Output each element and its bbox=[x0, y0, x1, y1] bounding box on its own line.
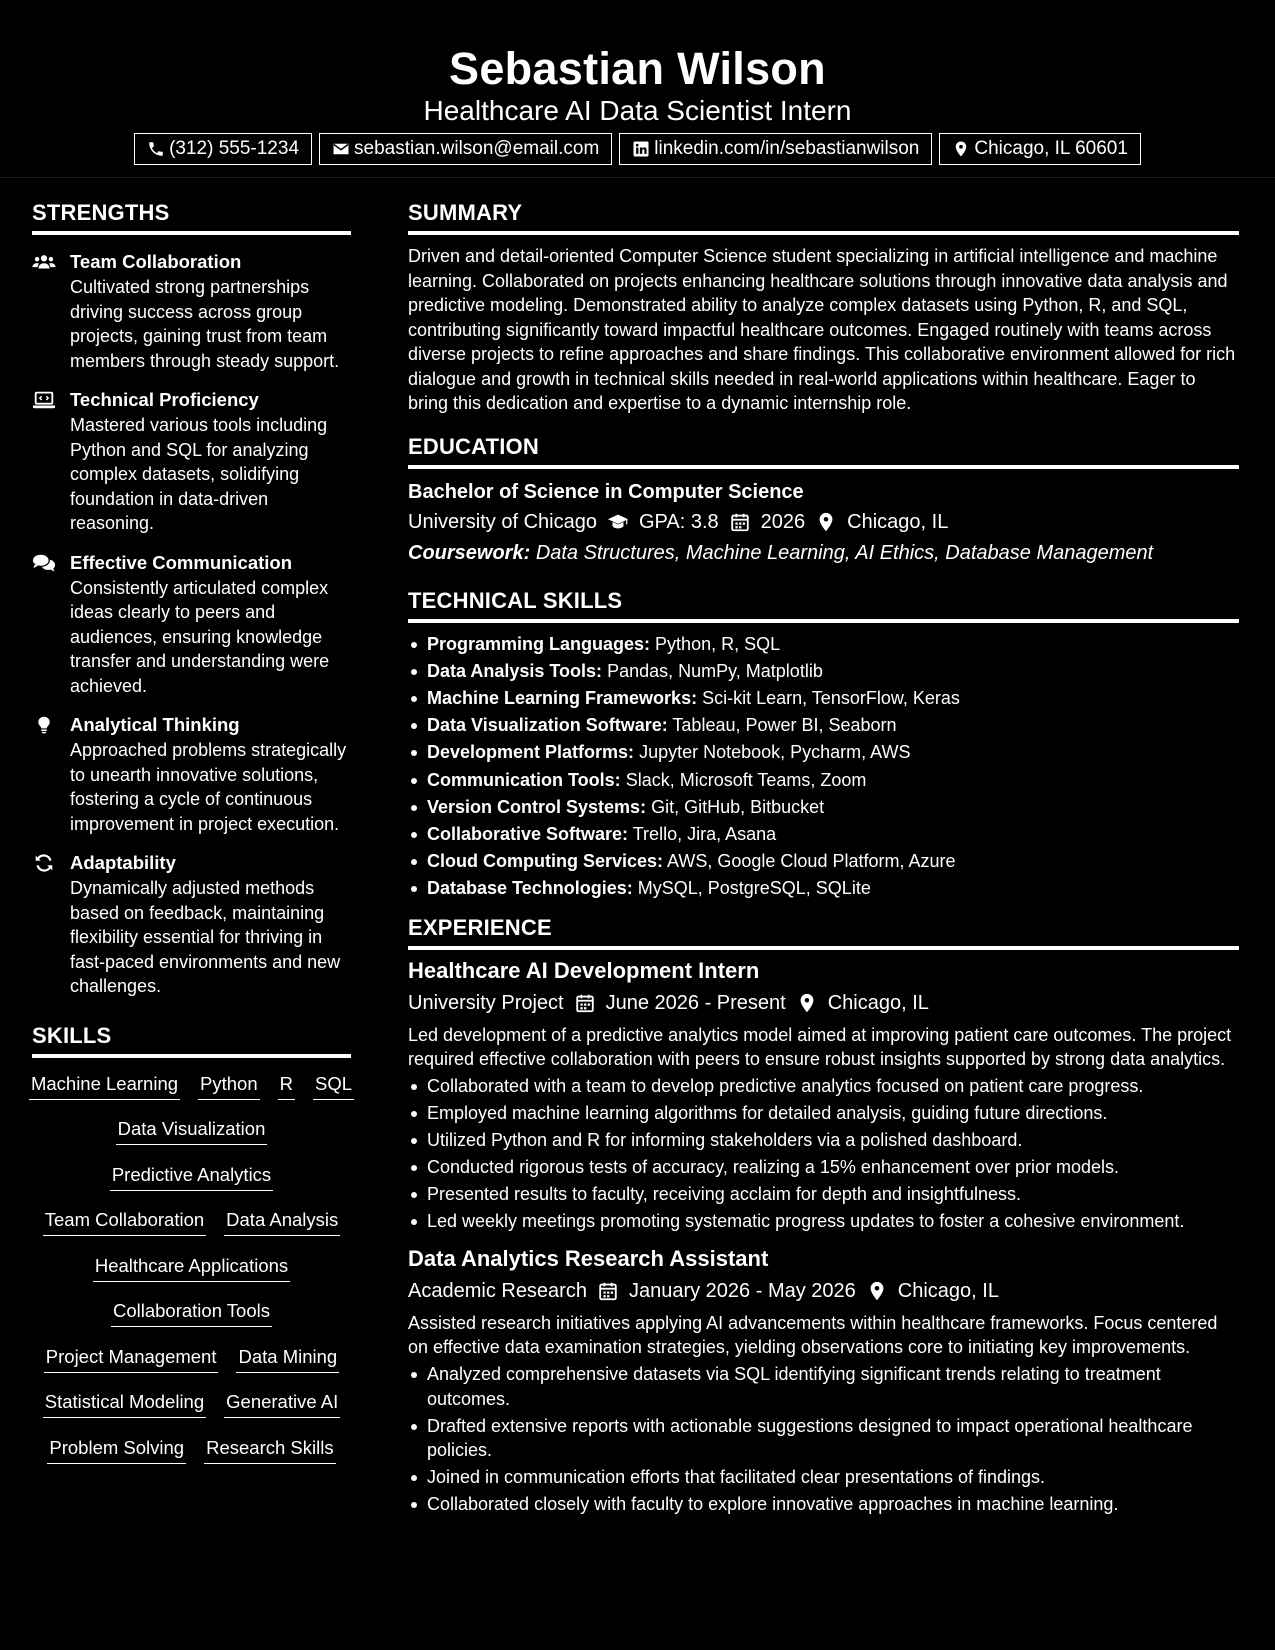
list-item: Collaborated closely with faculty to explore innovative approaches in machine learning. bbox=[408, 1492, 1239, 1517]
list-item bbox=[408, 875, 1239, 902]
strength-item bbox=[32, 550, 351, 699]
comments-icon bbox=[32, 550, 70, 699]
skill-category: Programming Languages: bbox=[427, 633, 651, 654]
sync-icon bbox=[32, 850, 70, 999]
envelope-icon bbox=[332, 140, 350, 158]
technical-skills-list bbox=[408, 631, 1239, 903]
job-description: Led development of a predictive analytics model aimed at improving patient care outcomes. The project required effective collaboration with peers to ensure robust insights supported by strong data analytics. bbox=[408, 1024, 1232, 1070]
list-item: Led weekly meetings promoting systematic progress updates to foster a cohesive environment. bbox=[408, 1209, 1239, 1234]
list-item: Joined in communication efforts that facilitated clear presentations of findings. bbox=[408, 1465, 1239, 1490]
coursework bbox=[408, 538, 1239, 568]
strength-item bbox=[32, 249, 351, 373]
calendar-icon bbox=[597, 1280, 619, 1302]
technical-skills-heading: TECHNICAL SKILLS bbox=[408, 584, 1239, 623]
list-item bbox=[408, 685, 1239, 712]
contact-email[interactable] bbox=[319, 133, 612, 165]
skill-category: Version Control Systems: bbox=[427, 796, 647, 817]
list-item: Analyzed comprehensive datasets via SQL identifying significant trends relating to treatment outcomes. bbox=[408, 1362, 1239, 1411]
list-item bbox=[408, 658, 1239, 685]
contact-phone-text: (312) 555-1234 bbox=[169, 138, 300, 159]
coursework-label: Coursework: bbox=[408, 541, 531, 564]
education-heading: EDUCATION bbox=[408, 430, 1239, 469]
skill-values: Jupyter Notebook, Pycharm, AWS bbox=[639, 742, 911, 763]
contact-linkedin-text: linkedin.com/in/sebastianwilson bbox=[654, 138, 920, 159]
skill-tag: Data Visualization bbox=[116, 1117, 268, 1145]
contact-location[interactable] bbox=[939, 133, 1141, 165]
skills-row bbox=[32, 1208, 351, 1254]
skill-category: Communication Tools: bbox=[427, 769, 621, 790]
strength-name: Effective Communication bbox=[70, 551, 293, 573]
job-dates: June 2026 - Present bbox=[605, 991, 786, 1014]
list-item bbox=[408, 712, 1239, 739]
location-pin-icon bbox=[866, 1280, 888, 1302]
users-icon bbox=[32, 249, 70, 373]
job-description: Assisted research initiatives applying AI advancements within healthcare frameworks. Focus centered on effective data examination strategies, yielding observations core to initiating key improvements. bbox=[408, 1312, 1218, 1358]
job-location: Chicago, IL bbox=[827, 991, 929, 1014]
strength-name: Team Collaboration bbox=[70, 251, 242, 272]
skill-tag: Research Skills bbox=[204, 1436, 336, 1464]
skills-row bbox=[32, 1117, 351, 1163]
location-pin-icon bbox=[952, 140, 970, 158]
candidate-name: Sebastian Wilson bbox=[449, 43, 826, 94]
strength-name: Adaptability bbox=[70, 852, 176, 873]
skill-values: Tableau, Power BI, Seaborn bbox=[672, 715, 897, 736]
list-item: Drafted extensive reports with actionable suggestions designed to impact operational healthcare policies. bbox=[408, 1414, 1239, 1463]
strength-desc: Mastered various tools including Python and SQL for analyzing complex datasets, solidifying foundation in data-driven reasoning. bbox=[70, 415, 328, 533]
list-item: Employed machine learning algorithms for detailed analysis, guiding future directions. bbox=[408, 1101, 1239, 1126]
skill-tag: Healthcare Applications bbox=[93, 1254, 290, 1282]
contact-email-text: sebastian.wilson@email.com bbox=[354, 138, 600, 159]
skill-tag: SQL bbox=[313, 1072, 354, 1100]
list-item: Conducted rigorous tests of accuracy, realizing a 15% enhancement over prior models. bbox=[408, 1155, 1239, 1180]
school-name: University of Chicago bbox=[408, 510, 597, 533]
skill-tag: Machine Learning bbox=[29, 1072, 180, 1100]
skill-tag: Project Management bbox=[44, 1345, 219, 1373]
phone-icon bbox=[147, 140, 165, 158]
skill-tag: Generative AI bbox=[224, 1390, 340, 1418]
linkedin-icon bbox=[632, 140, 650, 158]
job-meta bbox=[408, 988, 1239, 1018]
list-item bbox=[408, 821, 1239, 848]
summary-heading: SUMMARY bbox=[408, 196, 1239, 235]
skill-tag: Team Collaboration bbox=[43, 1208, 206, 1236]
laptop-code-icon bbox=[32, 387, 70, 536]
skills-heading: SKILLS bbox=[32, 1019, 351, 1058]
skill-category: Machine Learning Frameworks: bbox=[427, 687, 698, 708]
list-item bbox=[408, 739, 1239, 766]
job-title: Data Analytics Research Assistant bbox=[408, 1245, 769, 1271]
skill-category: Data Visualization Software: bbox=[427, 715, 668, 736]
skill-values: Git, GitHub, Bitbucket bbox=[651, 796, 825, 817]
job-bullets bbox=[408, 1362, 1239, 1517]
strength-desc: Dynamically adjusted methods based on feedback, maintaining flexibility essential for thriving in fast-paced environments and new challenges. bbox=[70, 878, 341, 996]
list-item bbox=[408, 794, 1239, 821]
strength-desc: Approached problems strategically to unearth innovative solutions, fostering a cycle of continuous improvement in project execution. bbox=[70, 740, 347, 834]
strength-item bbox=[32, 850, 351, 999]
strength-name: Technical Proficiency bbox=[70, 389, 259, 410]
list-item bbox=[408, 848, 1239, 875]
skill-values: Sci-kit Learn, TensorFlow, Keras bbox=[702, 687, 960, 708]
skills-row bbox=[32, 1345, 351, 1391]
skill-tag: R bbox=[278, 1072, 295, 1100]
skills-tag-cloud bbox=[32, 1072, 351, 1482]
skill-tag: Problem Solving bbox=[47, 1436, 186, 1464]
coursework-list: Data Structures, Machine Learning, AI Ethics, Database Management bbox=[535, 541, 1154, 564]
skills-row bbox=[32, 1254, 351, 1300]
skill-category: Development Platforms: bbox=[427, 742, 635, 763]
strengths-heading: STRENGTHS bbox=[32, 196, 351, 235]
job-bullets bbox=[408, 1074, 1239, 1234]
school-location: Chicago, IL bbox=[847, 510, 949, 533]
degree-title: Bachelor of Science in Computer Science bbox=[408, 480, 804, 503]
job-org: Academic Research bbox=[408, 1279, 587, 1302]
skill-values: Pandas, NumPy, Matplotlib bbox=[607, 660, 823, 681]
job-meta bbox=[408, 1276, 1239, 1306]
contact-location-text: Chicago, IL 60601 bbox=[974, 138, 1128, 159]
strength-desc: Consistently articulated complex ideas clearly to peers and audiences, ensuring knowledge transfer and understanding were achieved. bbox=[70, 577, 330, 696]
graduation-cap-icon bbox=[607, 511, 629, 533]
skill-values: Python, R, SQL bbox=[655, 633, 781, 654]
skill-tag: Data Mining bbox=[236, 1345, 339, 1373]
skill-values: AWS, Google Cloud Platform, Azure bbox=[667, 851, 956, 872]
job-title: Healthcare AI Development Intern bbox=[408, 957, 760, 983]
skill-category: Database Technologies: bbox=[427, 878, 633, 899]
skill-category: Cloud Computing Services: bbox=[427, 851, 664, 872]
skill-category: Data Analysis Tools: bbox=[427, 660, 603, 681]
job-dates: January 2026 - May 2026 bbox=[628, 1279, 856, 1302]
job-org: University Project bbox=[408, 991, 564, 1014]
lightbulb-icon bbox=[32, 712, 70, 836]
resume-header bbox=[0, 0, 1275, 178]
skills-row bbox=[32, 1436, 351, 1482]
calendar-icon bbox=[729, 511, 751, 533]
list-item bbox=[408, 767, 1239, 794]
skill-tag: Collaboration Tools bbox=[111, 1299, 272, 1327]
strength-item bbox=[32, 387, 351, 536]
skill-tag: Python bbox=[198, 1072, 260, 1100]
skill-tag: Predictive Analytics bbox=[110, 1163, 273, 1191]
summary-text: Driven and detail-oriented Computer Science student specializing in artificial intelligence and machine learning. Collaborated on projects enhancing healthcare solutions through innovative data analysis and predictive modeling. Demonstrated ability to analyze complex datasets using Python, R, and SQL, contributing significantly toward impactful healthcare outcomes. Engaged routinely with teams across diverse projects to refine approaches and share findings. This collaborative environment allowed for rich dialogue and growth in technical skills needed in real-world applications within healthcare. Eager to bring this dedication and expertise to a dynamic internship role. bbox=[408, 246, 1236, 413]
list-item bbox=[408, 631, 1239, 658]
skill-values: Trello, Jira, Asana bbox=[632, 823, 777, 844]
list-item: Utilized Python and R for informing stakeholders via a polished dashboard. bbox=[408, 1128, 1239, 1153]
skills-row bbox=[32, 1072, 351, 1118]
skill-values: MySQL, PostgreSQL, SQLite bbox=[637, 878, 871, 899]
strength-desc: Cultivated strong partnerships driving success across group projects, gaining trust from team members through steady support. bbox=[70, 277, 340, 371]
skills-row bbox=[32, 1390, 351, 1436]
education-meta bbox=[408, 507, 1239, 537]
skill-tag: Statistical Modeling bbox=[43, 1390, 206, 1418]
strength-name: Analytical Thinking bbox=[70, 714, 240, 735]
right-column bbox=[408, 196, 1239, 1517]
list-item: Presented results to faculty, receiving acclaim for depth and insightfulness. bbox=[408, 1182, 1239, 1207]
gpa: GPA: 3.8 bbox=[638, 510, 719, 533]
contact-phone[interactable] bbox=[134, 133, 312, 165]
skill-category: Collaborative Software: bbox=[427, 823, 629, 844]
candidate-title: Healthcare AI Data Scientist Intern bbox=[423, 95, 852, 126]
location-pin-icon bbox=[815, 511, 837, 533]
contact-bar bbox=[0, 133, 1275, 165]
skill-tag: Data Analysis bbox=[224, 1208, 340, 1236]
experience-heading: EXPERIENCE bbox=[408, 911, 1239, 950]
skills-row bbox=[32, 1163, 351, 1209]
strength-item bbox=[32, 712, 351, 836]
calendar-icon bbox=[574, 992, 596, 1014]
graduation-year: 2026 bbox=[760, 510, 806, 533]
skills-row bbox=[32, 1299, 351, 1345]
location-pin-icon bbox=[796, 992, 818, 1014]
skill-values: Slack, Microsoft Teams, Zoom bbox=[625, 769, 867, 790]
left-column bbox=[32, 196, 351, 1481]
job-location: Chicago, IL bbox=[897, 1279, 999, 1302]
list-item: Collaborated with a team to develop predictive analytics focused on patient care progress. bbox=[408, 1074, 1239, 1099]
contact-linkedin[interactable] bbox=[619, 133, 932, 165]
